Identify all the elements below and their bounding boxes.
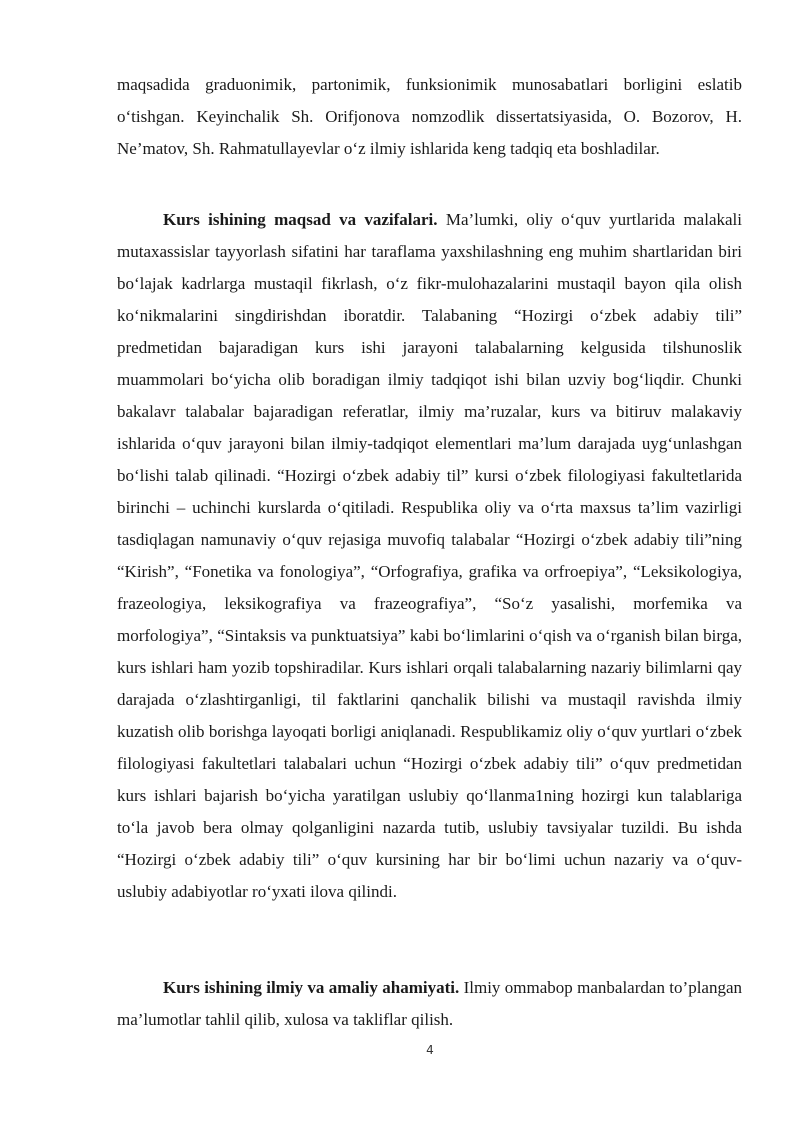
- page-number: 4: [426, 1043, 434, 1057]
- significance-text: Ilmiy ommabop manbalardan to’plangan ma’lumotlar tahlil qilib, xulosa va takliflar qilish.: [117, 978, 743, 1029]
- goals-paragraph: [117, 204, 742, 908]
- intro-paragraph: [117, 69, 742, 165]
- significance-heading: Kurs ishining ilmiy va amaliy ahamiyati.: [163, 978, 460, 997]
- goals-heading: Kurs ishining maqsad va vazifalari.: [163, 210, 438, 229]
- intro-text: maqsadida graduonimik, partonimik, funksionimik munosabatlari borligini eslatib o‘tishgan. Keyinchalik Sh. Orifjonova nomzodlik dissertatsiyasida, O. Bozorov, H. Ne’matov, Sh. Rahmatullayevlar o‘z ilmiy ishlarida keng tadqiq eta boshladilar.: [117, 75, 742, 158]
- significance-paragraph: [117, 972, 742, 1036]
- goals-text: Ma’lumki, oliy o‘quv yurtlarida malakali mutaxassislar tayyorlash sifatini har taraflama yaxshilashning eng muhim shartlaridan biri bo‘lajak kadrlarga mustaqil fikrlash, o‘z fikr-mulohazalarini mustaqil bayon qila olish ko‘nikmalarini singdirishdan iboratdir. Talabaning “Hozirgi o‘zbek adabiy tili” predmetidan bajaradigan kurs ishi jarayoni talabalarning kelgusida tilshunoslik muammolari bo‘yicha olib boradigan ilmiy tadqiqot ishi bilan uzviy bog‘liqdir. Chunki bakalavr talabalar bajaradigan referatlar, ilmiy ma’ruzalar, kurs va bitiruv malakaviy ishlarida o‘quv jarayoni bilan ilmiy-tadqiqot elementlari ma’lum darajada uyg‘unlashgan bo‘lishi talab qilinadi. “Hozirgi o‘zbek adabiy til” kursi o‘zbek filologiyasi fakultetlarida birinchi – uchinchi kurslarda o‘qitiladi. Respublika oliy va o‘rta maxsus ta’lim vazirligi tasdiqlagan namunaviy o‘quv rejasiga muvofiq talabalar “Hozirgi o‘zbek adabiy tili”ning “Kirish”, “Fonetika va fonologiya”, “Orfografiya, grafika va orfroepiya”, “Leksikologiya, frazeologiya, leksikografiya va frazeografiya”, “So‘z yasalishi, morfemika va morfologiya”, “Sintaksis va punktuatsiya” kabi bo‘limlarini o‘qish va o‘rganish bilan birga, kurs ishlari ham yozib topshiradilar. Kurs ishlari orqali talabalarning nazariy bilimlarni qay darajada o‘zlashtirganligi, til faktlarini qanchalik bilishi va mustaqil ravishda ilmiy kuzatish olib borishga layoqati borligi aniqlanadi. Respublikamiz oliy o‘quv yurtlari o‘zbek filologiyasi fakultetlari talabalari uchun “Hozirgi o‘zbek adabiy tili” o‘quv predmetidan kurs ishlari bajarish bo‘yicha yaratilgan uslubiy qo‘llanma1ning hozirgi kun talablariga to‘la javob bera olmay qolganligini nazarda tutib, uslubiy tavsiyalar tuzildi. Bu ishda “Hozirgi o‘zbek adabiy tili” o‘quv kursining har bir bo‘limi uchun nazariy va o‘quv-uslubiy adabiyotlar ro‘yxati ilova qilindi.: [117, 210, 742, 901]
